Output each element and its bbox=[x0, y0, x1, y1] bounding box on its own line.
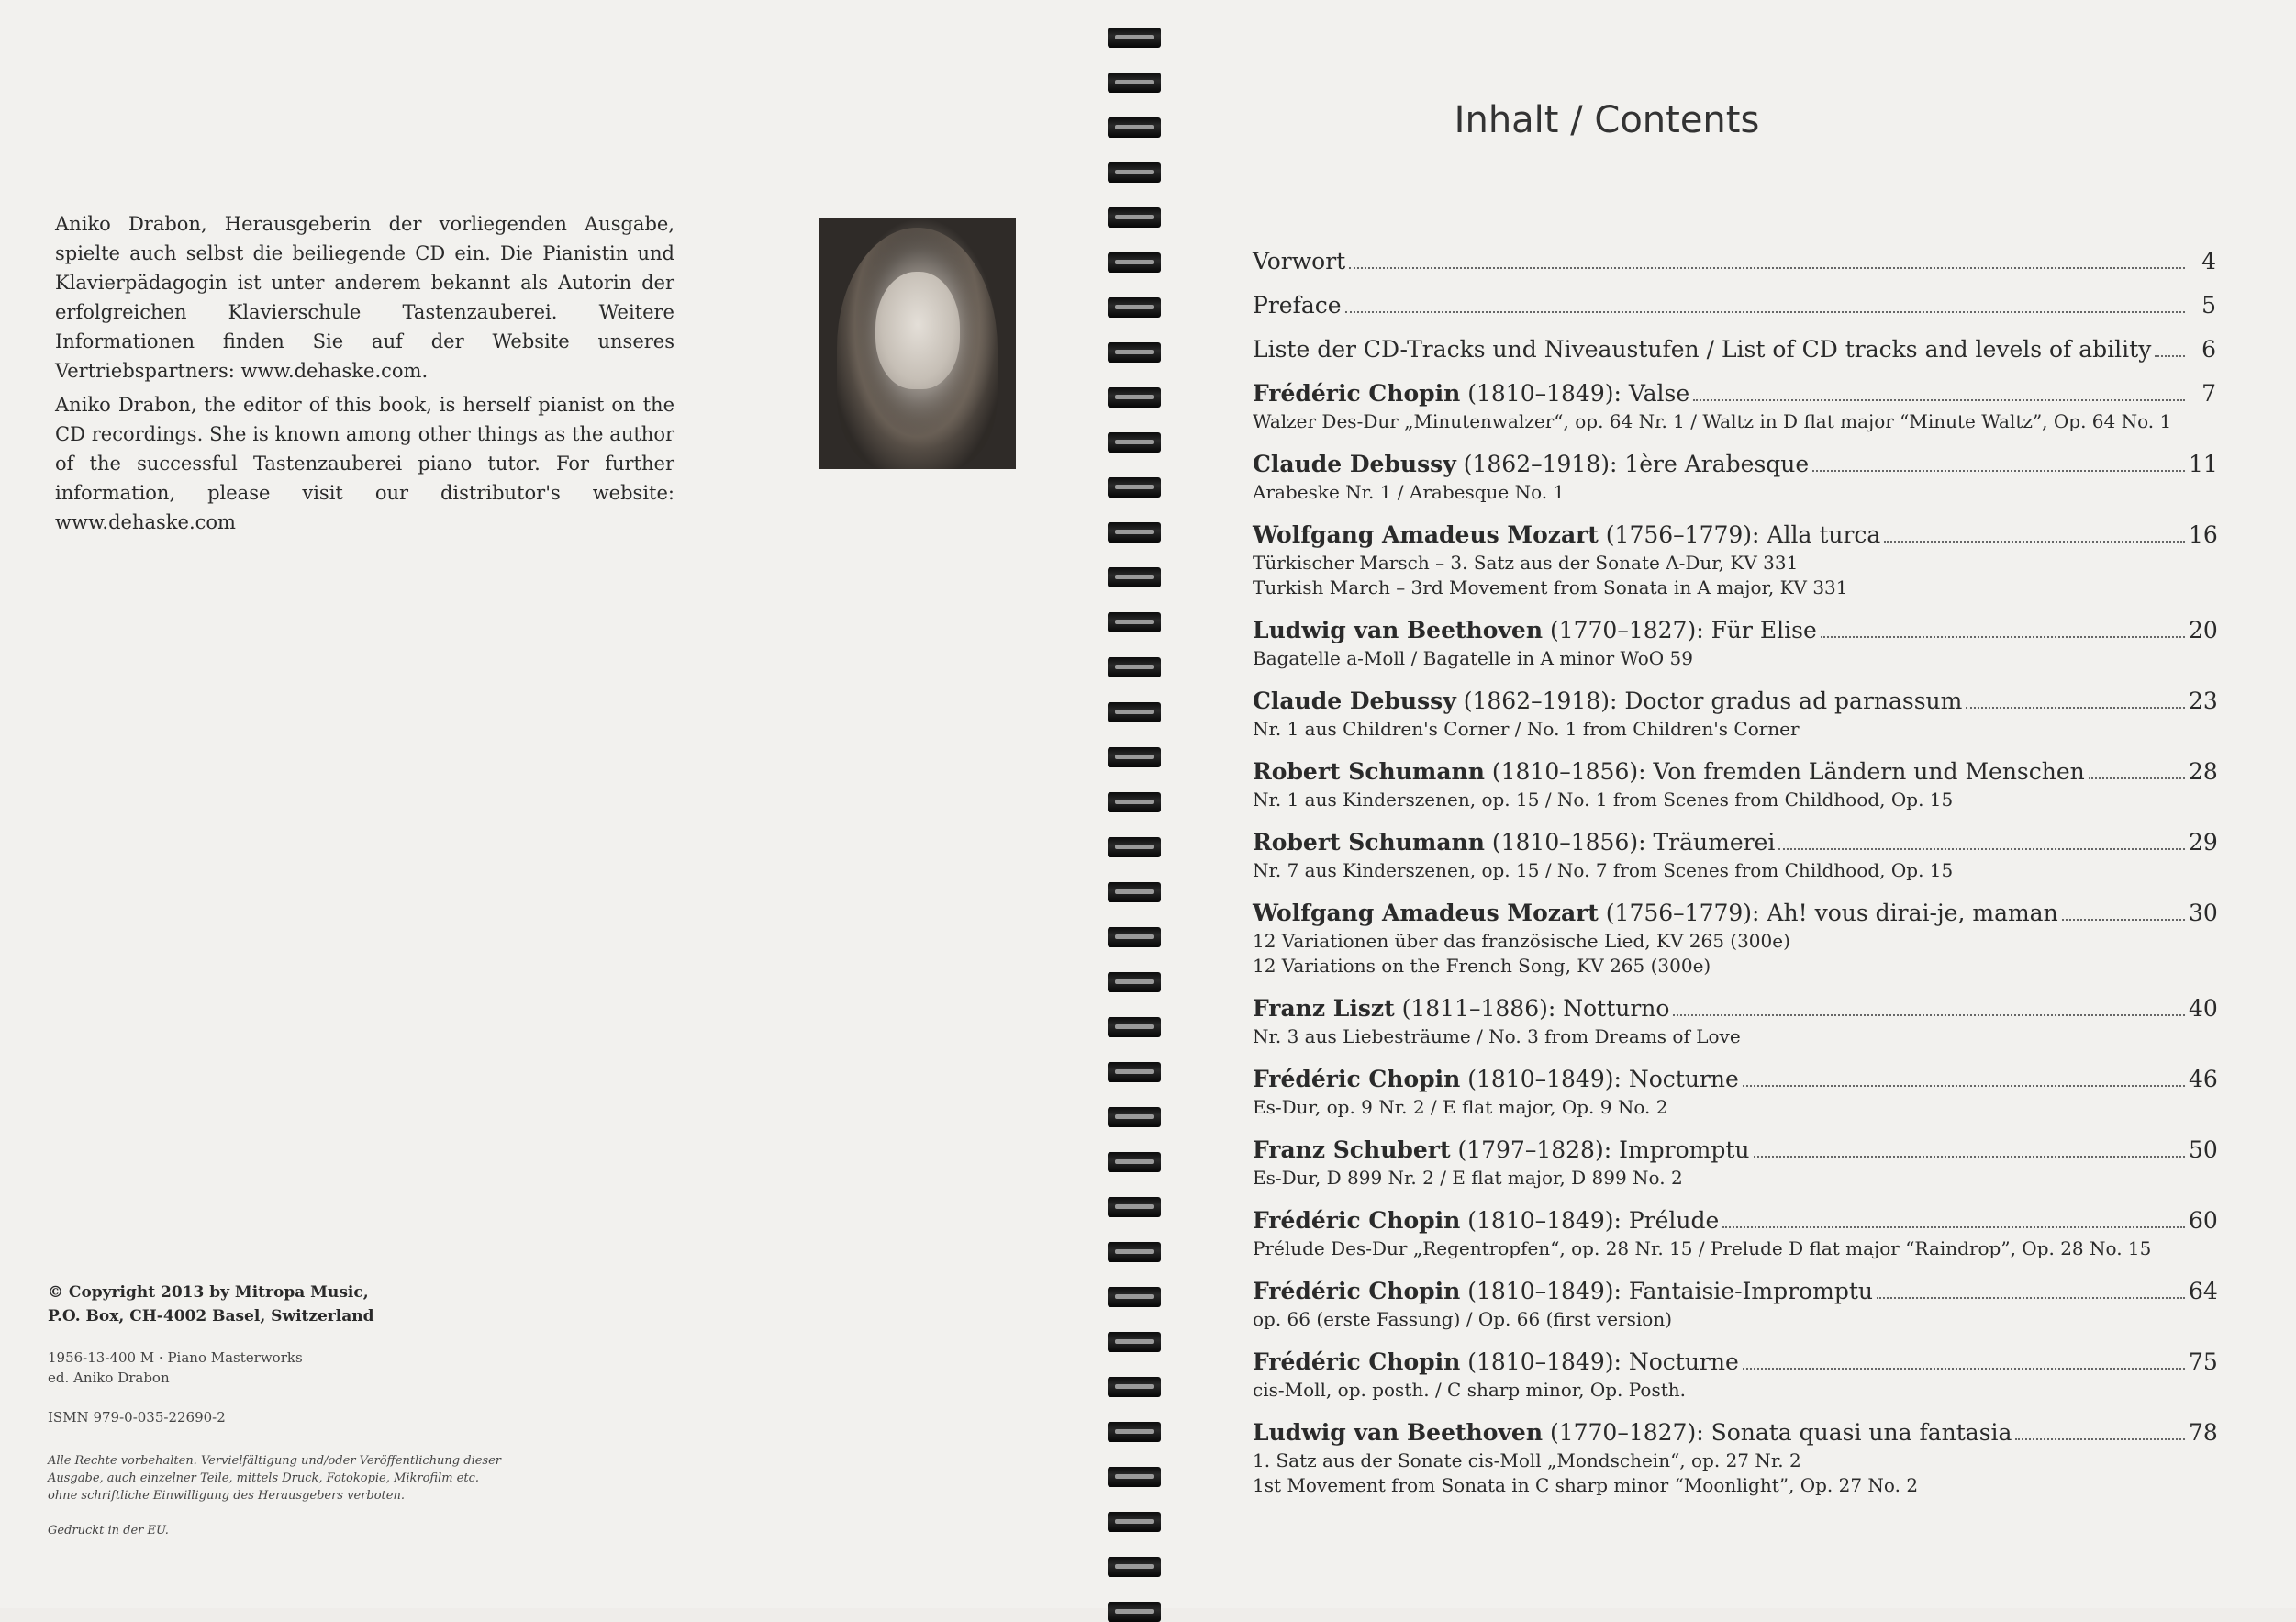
toc-leader-dots bbox=[1754, 1156, 2185, 1158]
table-of-contents bbox=[1253, 246, 2216, 1498]
toc-title: Inhalt / Contents bbox=[1454, 99, 1760, 141]
toc-entry-subtitle: Nr. 1 aus Kinderszenen, op. 15 / No. 1 from Scenes from Childhood, Op. 15 bbox=[1253, 789, 1954, 811]
printed-in: Gedruckt in der EU. bbox=[48, 1524, 169, 1538]
spiral-coil bbox=[1108, 837, 1161, 857]
spiral-coil bbox=[1108, 792, 1161, 812]
toc-composer: Frédéric Chopin bbox=[1253, 1066, 1461, 1092]
toc-entry bbox=[1253, 1347, 2216, 1403]
toc-leader-dots bbox=[1345, 311, 2185, 313]
toc-composer: Wolfgang Amadeus Mozart bbox=[1253, 521, 1599, 548]
toc-entry-title: Preface bbox=[1253, 292, 1342, 319]
toc-composer: Wolfgang Amadeus Mozart bbox=[1253, 900, 1599, 926]
toc-entry bbox=[1253, 1276, 2216, 1332]
spiral-coil bbox=[1108, 702, 1161, 722]
toc-entry bbox=[1253, 827, 2216, 883]
toc-entry bbox=[1253, 1205, 2216, 1261]
spiral-coil bbox=[1108, 1422, 1161, 1442]
toc-leader-dots bbox=[1722, 1226, 2185, 1228]
spiral-coil bbox=[1108, 657, 1161, 677]
toc-composer: Ludwig van Beethoven bbox=[1253, 617, 1543, 643]
toc-leader-dots bbox=[1966, 707, 2185, 709]
spiral-coil bbox=[1108, 1467, 1161, 1487]
toc-entry-subtitle: Walzer Des-Dur „Minutenwalzer“, op. 64 Nr. 1 / Waltz in D flat major “Minute Waltz”, Op. 64 No. 1 bbox=[1253, 410, 2172, 432]
toc-composer: Frédéric Chopin bbox=[1253, 380, 1461, 407]
toc-entry-title: Vorwort bbox=[1253, 248, 1346, 274]
toc-entry bbox=[1253, 756, 2216, 812]
toc-entry bbox=[1253, 1135, 2216, 1191]
spiral-coil bbox=[1108, 747, 1161, 767]
spiral-coil bbox=[1108, 567, 1161, 587]
toc-entry-subtitle: cis-Moll, op. posth. / C sharp minor, Op. Posth. bbox=[1253, 1379, 1686, 1401]
toc-page-number: 46 bbox=[2189, 1066, 2218, 1092]
spiral-coil bbox=[1108, 28, 1161, 48]
spiral-coil bbox=[1108, 1287, 1161, 1307]
toc-composer: Claude Debussy bbox=[1253, 688, 1456, 714]
toc-composer: Frédéric Chopin bbox=[1253, 1278, 1461, 1304]
toc-entry-subtitle: Nr. 1 aus Children's Corner / No. 1 from Children's Corner bbox=[1253, 718, 1800, 740]
toc-entry bbox=[1253, 1417, 2216, 1498]
toc-entry-subtitle: Es-Dur, op. 9 Nr. 2 / E flat major, Op. 9 No. 2 bbox=[1253, 1096, 1668, 1118]
toc-page-number: 28 bbox=[2189, 758, 2218, 785]
toc-page-number: 64 bbox=[2189, 1278, 2218, 1304]
toc-page-number: 6 bbox=[2201, 336, 2216, 363]
toc-entry-title: (1756–1779): Alla turca bbox=[1598, 521, 1881, 548]
toc-entry-title: (1810–1856): Träumerei bbox=[1484, 829, 1776, 856]
toc-page-number: 60 bbox=[2189, 1207, 2218, 1234]
toc-entry-subtitle: 12 Variations on the French Song, KV 265 (300e) bbox=[1253, 955, 1711, 977]
toc-entry-subtitle: 1. Satz aus der Sonate cis-Moll „Mondschein“, op. 27 Nr. 2 bbox=[1253, 1449, 1801, 1471]
toc-entry bbox=[1253, 290, 2216, 321]
toc-entry-title: (1810–1849): Fantaisie-Impromptu bbox=[1460, 1278, 1873, 1304]
toc-entry-subtitle: Es-Dur, D 899 Nr. 2 / E flat major, D 899 No. 2 bbox=[1253, 1167, 1683, 1189]
toc-entry bbox=[1253, 615, 2216, 671]
toc-composer: Claude Debussy bbox=[1253, 451, 1456, 477]
toc-entry-title: (1756–1779): Ah! vous dirai-je, maman bbox=[1598, 900, 2058, 926]
toc-entry-subtitle: Prélude Des-Dur „Regentropfen“, op. 28 Nr. 15 / Prelude D flat major “Raindrop”, Op. 28 No. 15 bbox=[1253, 1237, 2152, 1259]
toc-entry-title: (1810–1856): Von fremden Ländern und Menschen bbox=[1484, 758, 2085, 785]
toc-entry-subtitle: Nr. 3 aus Liebesträume / No. 3 from Dreams of Love bbox=[1253, 1025, 1741, 1047]
toc-entry-subtitle: Nr. 7 aus Kinderszenen, op. 15 / No. 7 from Scenes from Childhood, Op. 15 bbox=[1253, 859, 1954, 881]
toc-page-number: 16 bbox=[2189, 521, 2218, 548]
toc-page-number: 50 bbox=[2189, 1136, 2218, 1163]
toc-leader-dots bbox=[1778, 848, 2185, 850]
toc-page-number: 7 bbox=[2201, 380, 2216, 407]
copyright-notice: © Copyright 2013 by Mitropa Music, P.O. Box, CH-4002 Basel, Switzerland bbox=[48, 1283, 374, 1326]
bio-german: Aniko Drabon, Herausgeberin der vorliegenden Ausgabe, spielte auch selbst die beiliegende CD ein. Die Pianistin und Klavierpädagogin ist unter anderem bekannt als Autorin der erfolgreichen Klavierschule Tastenzauberei. Weitere Informationen finden Sie auf der Website unseres Vertriebspartners: www.dehaske.com. bbox=[55, 213, 674, 382]
toc-page-number: 30 bbox=[2189, 900, 2218, 926]
toc-entry-title: (1810–1849): Nocturne bbox=[1460, 1348, 1739, 1375]
bio-english: Aniko Drabon, the editor of this book, is herself pianist on the CD recordings. She is known among other things as the author of the successful Tastenzauberei piano tutor. For further information, please visit our distributor's website: www.dehaske.com bbox=[55, 394, 674, 533]
toc-page-number: 29 bbox=[2189, 829, 2218, 856]
toc-entry-title: (1810–1849): Valse bbox=[1460, 380, 1690, 407]
toc-entry-title: (1770–1827): Für Elise bbox=[1543, 617, 1817, 643]
spiral-coil bbox=[1108, 1017, 1161, 1037]
rights-notice: Alle Rechte vorbehalten. Vervielfältigung und/oder Veröffentlichung dieser Ausgabe, auch einzelner Teile, mittels Druck, Fotokopie, Mikrofilm etc. ohne schriftliche Einwilligung des Herausgebers verboten. bbox=[48, 1454, 502, 1503]
toc-entry-title: Liste der CD-Tracks und Niveaustufen / List of CD tracks and levels of ability bbox=[1253, 336, 2152, 363]
editor-portrait-photo bbox=[819, 218, 1016, 469]
toc-entry-title: (1770–1827): Sonata quasi una fantasia bbox=[1543, 1419, 2012, 1446]
spiral-coil bbox=[1108, 1332, 1161, 1352]
toc-entry-subtitle: Turkish March – 3rd Movement from Sonata in A major, KV 331 bbox=[1253, 576, 1848, 598]
toc-page-number: 5 bbox=[2201, 292, 2216, 319]
toc-page-number: 20 bbox=[2189, 617, 2218, 643]
toc-leader-dots bbox=[2015, 1438, 2185, 1440]
spiral-coil bbox=[1108, 1602, 1161, 1622]
toc-entry bbox=[1253, 378, 2216, 434]
toc-leader-dots bbox=[2062, 919, 2185, 921]
left-page bbox=[0, 0, 1097, 1608]
toc-leader-dots bbox=[1877, 1297, 2185, 1299]
toc-entry-subtitle: Arabeske Nr. 1 / Arabesque No. 1 bbox=[1253, 481, 1566, 503]
toc-entry-subtitle: Türkischer Marsch – 3. Satz aus der Sonate A-Dur, KV 331 bbox=[1253, 552, 1799, 574]
toc-composer: Ludwig van Beethoven bbox=[1253, 1419, 1543, 1446]
toc-entry-title: (1797–1828): Impromptu bbox=[1450, 1136, 1750, 1163]
toc-leader-dots bbox=[1349, 267, 2185, 269]
toc-leader-dots bbox=[1743, 1085, 2185, 1087]
toc-entry bbox=[1253, 449, 2216, 505]
spiral-coil bbox=[1108, 162, 1161, 183]
spiral-coil bbox=[1108, 432, 1161, 453]
toc-entry-title: (1810–1849): Prélude bbox=[1460, 1207, 1720, 1234]
spiral-coil bbox=[1108, 612, 1161, 632]
toc-page-number: 78 bbox=[2189, 1419, 2218, 1446]
toc-page-number: 75 bbox=[2189, 1348, 2218, 1375]
edition-info: 1956-13-400 M · Piano Masterworks ed. Aniko Drabon bbox=[48, 1349, 303, 1386]
toc-entry-subtitle: op. 66 (erste Fassung) / Op. 66 (first version) bbox=[1253, 1308, 1673, 1330]
toc-entry bbox=[1253, 898, 2216, 979]
toc-entry-title: (1811–1886): Notturno bbox=[1394, 995, 1670, 1022]
toc-page-number: 23 bbox=[2189, 688, 2218, 714]
toc-entry bbox=[1253, 334, 2216, 365]
toc-entry bbox=[1253, 686, 2216, 742]
spiral-coil bbox=[1108, 972, 1161, 992]
toc-entry-title: (1862–1918): 1ère Arabesque bbox=[1455, 451, 1810, 477]
spiral-coil bbox=[1108, 297, 1161, 318]
spiral-coil bbox=[1108, 522, 1161, 543]
spiral-coil bbox=[1108, 1242, 1161, 1262]
toc-entry bbox=[1253, 520, 2216, 600]
spiral-coil bbox=[1108, 1512, 1161, 1532]
toc-composer: Robert Schumann bbox=[1253, 758, 1485, 785]
toc-leader-dots bbox=[1743, 1368, 2185, 1370]
spiral-coil bbox=[1108, 73, 1161, 93]
toc-entry-title: (1862–1918): Doctor gradus ad parnassum bbox=[1455, 688, 1963, 714]
toc-leader-dots bbox=[1693, 399, 2185, 401]
spiral-coil bbox=[1108, 1557, 1161, 1577]
spiral-coil bbox=[1108, 1152, 1161, 1172]
toc-entry bbox=[1253, 1064, 2216, 1120]
toc-leader-dots bbox=[1821, 636, 2185, 638]
spiral-coil bbox=[1108, 882, 1161, 902]
spiral-coil bbox=[1108, 387, 1161, 408]
spiral-binding bbox=[1097, 0, 1184, 1608]
toc-leader-dots bbox=[1673, 1014, 2185, 1016]
toc-leader-dots bbox=[2155, 355, 2185, 357]
toc-composer: Robert Schumann bbox=[1253, 829, 1485, 856]
toc-entry-subtitle: 12 Variationen über das französische Lied, KV 265 (300e) bbox=[1253, 930, 1790, 952]
spiral-coil bbox=[1108, 1062, 1161, 1082]
spiral-coil bbox=[1108, 1197, 1161, 1217]
toc-page-number: 11 bbox=[2189, 451, 2218, 477]
toc-page-number: 4 bbox=[2201, 248, 2216, 274]
toc-composer: Frédéric Chopin bbox=[1253, 1348, 1461, 1375]
toc-entry-subtitle: 1st Movement from Sonata in C sharp minor “Moonlight”, Op. 27 No. 2 bbox=[1253, 1474, 1919, 1496]
spiral-coil bbox=[1108, 1377, 1161, 1397]
ismn-number: ISMN 979-0-035-22690-2 bbox=[48, 1409, 226, 1426]
toc-composer: Franz Liszt bbox=[1253, 995, 1395, 1022]
toc-leader-dots bbox=[2089, 777, 2185, 779]
toc-entry-subtitle: Bagatelle a-Moll / Bagatelle in A minor WoO 59 bbox=[1253, 647, 1693, 669]
toc-entry bbox=[1253, 246, 2216, 277]
spiral-coil bbox=[1108, 207, 1161, 228]
spiral-coil bbox=[1108, 342, 1161, 363]
toc-entry-title: (1810–1849): Nocturne bbox=[1460, 1066, 1739, 1092]
toc-leader-dots bbox=[1884, 541, 2185, 543]
spiral-coil bbox=[1108, 1107, 1161, 1127]
toc-page-number: 40 bbox=[2189, 995, 2218, 1022]
toc-leader-dots bbox=[1812, 470, 2185, 472]
spiral-coil bbox=[1108, 477, 1161, 498]
toc-entry bbox=[1253, 993, 2216, 1049]
toc-composer: Frédéric Chopin bbox=[1253, 1207, 1461, 1234]
spiral-coil bbox=[1108, 117, 1161, 138]
spiral-coil bbox=[1108, 252, 1161, 273]
spiral-coil bbox=[1108, 927, 1161, 947]
toc-composer: Franz Schubert bbox=[1253, 1136, 1451, 1163]
